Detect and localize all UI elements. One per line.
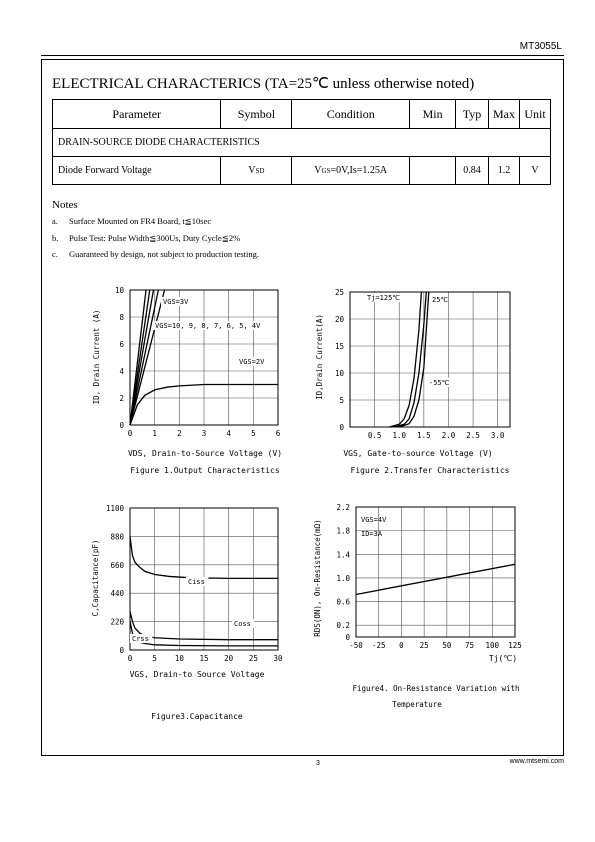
y-tick-label: 20 (334, 315, 344, 324)
figure2-chart (305, 282, 540, 482)
col-condition: Condition (292, 100, 410, 129)
y-tick-label: 220 (110, 617, 124, 627)
x-tick-label: 3 (201, 429, 207, 438)
series-annotation: VGS=3V (163, 298, 189, 306)
x-axis-label: Tj(℃) (488, 654, 518, 663)
figure3-chart (85, 498, 295, 728)
series-annotation: VGS=4V (361, 516, 387, 524)
figure-caption: Figure4. On-Resistance Variation with (352, 684, 520, 693)
symbol-main: V (248, 165, 256, 176)
series-annotation: VGS=10, 9, 8, 7, 6, 5, 4V (155, 322, 261, 330)
y-tick-label: 1100 (105, 504, 124, 513)
x-tick-label: 2.0 (441, 431, 456, 440)
col-symbol: Symbol (221, 100, 292, 129)
characteristics-table (52, 99, 551, 185)
table-row (53, 157, 551, 185)
y-tick-label: 6 (119, 340, 124, 349)
y-tick-label: 4 (119, 367, 124, 376)
x-tick-label: 30 (273, 654, 283, 663)
plot-frame (350, 292, 510, 427)
x-tick-label: 2.5 (466, 431, 480, 440)
cell-symbol (221, 157, 292, 185)
series-annotation: 25℃ (432, 296, 449, 304)
section-row-label: DRAIN-SOURCE DIODE CHARACTERISTICS (53, 129, 551, 157)
figure1-chart (85, 282, 295, 482)
cond-a: V (314, 165, 322, 176)
plot-frame (356, 507, 515, 637)
series-annotation: Tj=125℃ (367, 294, 401, 302)
series-annotation: Ciss (188, 578, 205, 586)
col-unit: Unit (519, 100, 550, 129)
x-tick-label: 3.0 (490, 431, 505, 440)
note-letter: c. (52, 249, 58, 259)
y-tick-label: 1.0 (336, 573, 350, 583)
note-letter: b. (52, 233, 59, 243)
cell-max: 1.2 (488, 157, 519, 185)
y-tick-label: 8 (119, 313, 124, 322)
cond-sub: GS (321, 167, 331, 175)
y-axis-label: C,Capacitance(pF) (91, 539, 100, 617)
x-tick-label: 125 (508, 641, 522, 650)
y-tick-label: 1.4 (336, 550, 350, 560)
y-tick-label: 0 (119, 421, 124, 430)
y-tick-label: 1.8 (336, 526, 350, 536)
header-rule (41, 55, 564, 56)
x-tick-label: 5 (251, 429, 256, 438)
x-tick-label: 100 (485, 641, 500, 650)
section-title: ELECTRICAL CHARACTERICS (TA=25℃ unless otherwise noted) (52, 76, 475, 92)
figure4-chart (305, 498, 535, 718)
x-tick-label: 1 (152, 429, 157, 438)
col-parameter: Parameter (53, 100, 221, 129)
col-typ: Typ (456, 100, 489, 129)
y-tick-label: 25 (334, 288, 344, 297)
series-annotation: Coss (234, 620, 251, 628)
series-annotation: VGS=2V (239, 358, 265, 366)
x-tick-label: 0.5 (367, 431, 382, 440)
y-tick-label: 440 (110, 589, 124, 599)
series-annotation: ID=3A (361, 530, 383, 538)
x-axis-label: VGS, Gate-to-source Voltage (V) (343, 449, 493, 458)
y-tick-label: 880 (110, 532, 124, 542)
col-min: Min (410, 100, 456, 129)
notes-title: Notes (52, 199, 78, 211)
cell-condition (292, 157, 410, 185)
symbol-sub: SD (255, 167, 265, 175)
y-tick-label: 15 (334, 342, 344, 351)
x-tick-label: 5 (152, 654, 157, 663)
table-header-row (53, 100, 551, 129)
table-section-row (53, 129, 551, 157)
y-tick-label: 0.6 (336, 597, 350, 607)
y-tick-label: 10 (334, 369, 344, 378)
y-tick-label: 5 (339, 396, 344, 405)
x-tick-label: 10 (174, 654, 184, 663)
x-tick-label: 4 (226, 429, 231, 438)
col-max: Max (488, 100, 519, 129)
series-line (130, 290, 153, 425)
x-tick-label: 20 (224, 654, 234, 663)
x-tick-label: 25 (419, 641, 429, 650)
y-tick-label: 2.2 (336, 503, 350, 512)
x-tick-label: 2 (177, 429, 182, 438)
y-tick-label: 10 (114, 286, 124, 295)
series-annotation: -55℃ (429, 379, 450, 387)
y-axis-label: ID, Drain Current (A) (92, 309, 101, 405)
page-number: 3 (316, 760, 320, 767)
part-number: MT3055L (519, 41, 562, 52)
note-c (52, 249, 259, 259)
website: www.mtsemi.com (509, 758, 564, 765)
y-tick-label: 0 (345, 633, 350, 642)
note-b (52, 233, 240, 244)
x-tick-label: -50 (349, 641, 363, 650)
cond-b: =0V,Is=1.25A (330, 165, 388, 176)
x-tick-label: 6 (275, 429, 281, 438)
x-tick-label: 0 (399, 641, 404, 650)
note-text: Surface Mounted on FR4 Board, t≦10sec (69, 216, 212, 226)
series-annotation: Crss (132, 635, 149, 643)
figure-caption: Figure3.Capacitance (151, 712, 243, 721)
series-line (356, 564, 515, 594)
note-text: Pulse Test: Pulse Width≦300Us, Duty Cycle≦2% (69, 233, 241, 243)
x-axis-label: VGS, Drain-to Source Voltage (129, 670, 265, 679)
y-tick-label: 660 (110, 560, 124, 570)
cell-typ: 0.84 (456, 157, 489, 185)
x-tick-label: 1.5 (417, 431, 431, 440)
cell-min (410, 157, 456, 185)
note-a (52, 216, 211, 227)
x-tick-label: 25 (248, 654, 258, 663)
y-tick-label: 2 (119, 394, 124, 403)
x-tick-label: -25 (371, 641, 386, 650)
y-axis-label: RDS(ON), On-Resistance(mΩ) (313, 519, 322, 637)
y-tick-label: 0 (339, 423, 344, 432)
cell-unit: V (519, 157, 550, 185)
x-tick-label: 0 (127, 654, 133, 663)
figure-caption: Figure 1.Output Characteristics (130, 466, 280, 475)
note-text: Guaranteed by design, not subject to production testing. (69, 249, 260, 259)
y-axis-label: ID,Drain Current(A) (315, 314, 324, 400)
x-tick-label: 0 (127, 429, 133, 438)
x-tick-label: 50 (442, 641, 452, 650)
x-tick-label: 75 (465, 641, 475, 650)
figure-caption: Temperature (392, 700, 442, 709)
figure-caption: Figure 2.Transfer Characteristics (350, 466, 510, 475)
y-tick-label: 0 (119, 646, 124, 655)
x-tick-label: 1.0 (392, 431, 407, 440)
x-axis-label: VDS, Drain-to-Source Voltage (V) (127, 449, 283, 458)
cell-parameter: Diode Forward Voltage (53, 157, 221, 185)
y-tick-label: 0.2 (336, 621, 350, 631)
note-letter: a. (52, 216, 58, 226)
x-tick-label: 15 (199, 654, 209, 663)
